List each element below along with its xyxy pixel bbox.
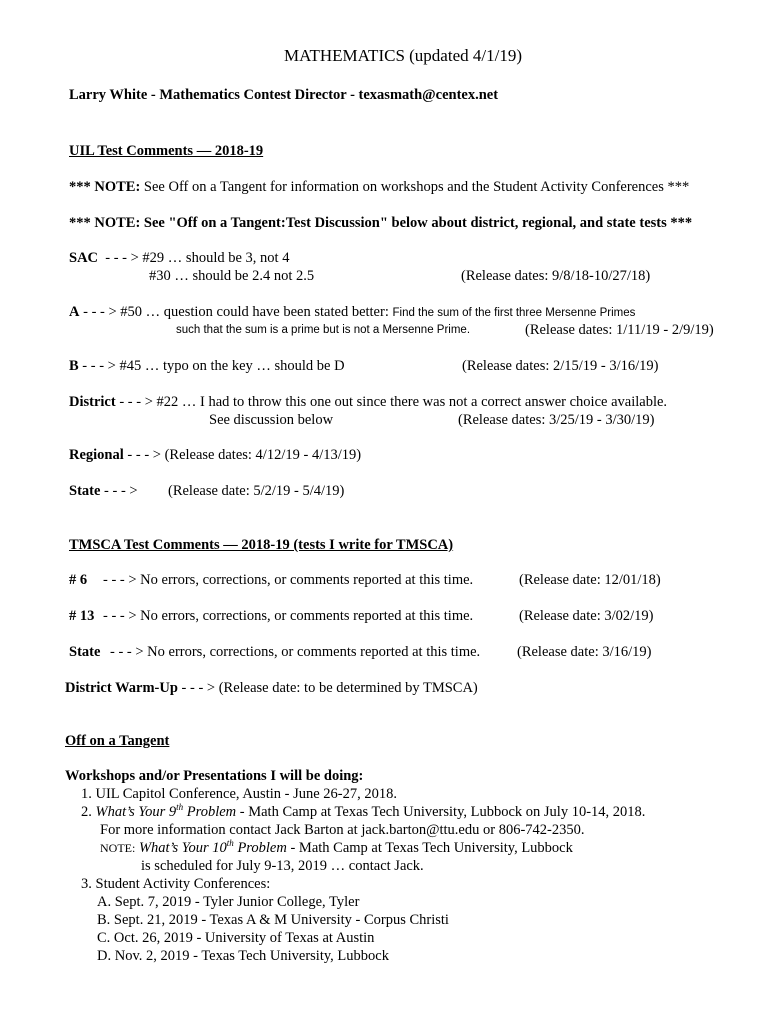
note-label: *** NOTE:: [69, 179, 141, 195]
uil-heading: UIL Test Comments — 2018-19: [69, 143, 264, 159]
tmsca-row-release: (Release date: 3/16/19): [517, 644, 652, 660]
regional-line-1: - - - > (Release dates: 4/12/19 - 4/13/19): [127, 447, 362, 463]
tmsca-row-text: - - - > No errors, corrections, or comments reported at this time.: [110, 644, 481, 660]
b-label: B: [69, 358, 79, 374]
warmup-label: District Warm-Up: [65, 680, 178, 696]
district-release: (Release dates: 3/25/19 - 3/30/19): [458, 412, 655, 428]
director-line: [69, 86, 498, 104]
a-line-2-question: such that the sum is a prime but is not a Mersenne Prime.: [176, 324, 471, 336]
tmsca-row-label: # 6: [69, 572, 88, 588]
tmsca-row-text: - - - > No errors, corrections, or comments reported at this time.: [103, 572, 474, 588]
tangent-heading: Off on a Tangent: [65, 733, 170, 749]
conference-item: A. Sept. 7, 2019 - Tyler Junior College, Tyler: [97, 894, 360, 910]
sac-release: (Release dates: 9/8/18-10/27/18): [461, 268, 651, 284]
state-row: [69, 482, 138, 500]
camp-details: - Math Camp at Texas Tech University, Lubbock on July 10-14, 2018.: [236, 804, 646, 820]
sac-line-1: - - - > #29 … should be 3, not 4: [105, 250, 290, 266]
tmsca-row-label: State: [69, 644, 101, 660]
a-label: A: [69, 304, 80, 320]
tmsca-heading: TMSCA Test Comments — 2018-19 (tests I write for TMSCA): [69, 537, 454, 553]
conference-item: B. Sept. 21, 2019 - Texas A & M University - Corpus Christi: [97, 912, 449, 928]
district-line-1: - - - > #22 … I had to throw this one out since there was not a correct answer choice available.: [119, 394, 668, 410]
tmsca-row-release: (Release date: 3/02/19): [519, 608, 654, 624]
uil-note-2: *** NOTE: See "Off on a Tangent:Test Discussion" below about district, regional, and state tests ***: [69, 215, 693, 231]
tmsca-row-label: # 13: [69, 608, 95, 624]
regional-label: Regional: [69, 447, 124, 463]
district-row: [69, 393, 667, 411]
district-label: District: [69, 394, 116, 410]
state-release: (Release date: 5/2/19 - 5/4/19): [168, 483, 345, 499]
workshop-item-2-contact: For more information contact Jack Barton at jack.barton@ttu.edu or 806-742-2350.: [100, 822, 585, 838]
workshop-item-3: 3. Student Activity Conferences:: [81, 876, 271, 892]
b-release: (Release dates: 2/15/19 - 3/16/19): [462, 358, 659, 374]
state-arrow: - - - >: [104, 483, 138, 499]
warmup-text: - - - > (Release date: to be determined by TMSCA): [181, 680, 478, 696]
sac-label: SAC: [69, 250, 99, 266]
tmsca-row-text: - - - > No errors, corrections, or comments reported at this time.: [103, 608, 474, 624]
uil-note-1: [69, 178, 689, 196]
district-warmup-row: [65, 679, 478, 697]
conference-item: C. Oct. 26, 2019 - University of Texas at Austin: [97, 930, 375, 946]
director-name: Larry White - Mathematics Contest Director -: [69, 87, 355, 103]
sac-row: [69, 249, 289, 267]
note-text: See Off on a Tangent for information on workshops and the Student Activity Conferences ***: [140, 179, 690, 195]
note-details: - Math Camp at Texas Tech University, Lubbock: [286, 840, 573, 856]
a-row: [69, 303, 635, 322]
item-number: 2.: [81, 804, 92, 820]
note-camp-title: What’s Your 10th Problem: [135, 838, 287, 856]
conference-item: D. Nov. 2, 2019 - Texas Tech University, Lubbock: [97, 948, 389, 964]
b-row: [69, 357, 345, 375]
a-line-1-question: Find the sum of the first three Mersenne Primes: [392, 307, 636, 319]
sac-line-2: #30 … should be 2.4 not 2.5: [149, 268, 315, 284]
workshop-note: [100, 839, 573, 857]
note-label: NOTE:: [100, 841, 136, 855]
director-email[interactable]: texasmath@centex.net: [358, 87, 499, 103]
workshops-heading: Workshops and/or Presentations I will be doing:: [65, 768, 364, 784]
a-release: (Release dates: 1/11/19 - 2/9/19): [525, 322, 714, 338]
workshop-item-2: [81, 803, 645, 821]
b-line-1: - - - > #45 … typo on the key … should be D: [82, 358, 345, 374]
state-label: State: [69, 483, 101, 499]
workshop-item-1: 1. UIL Capitol Conference, Austin - June 26-27, 2018.: [81, 786, 397, 802]
tmsca-row-release: (Release date: 12/01/18): [519, 572, 661, 588]
regional-row: [69, 446, 361, 464]
camp-title: What’s Your 9th Problem: [95, 802, 237, 820]
a-line-1: - - - > #50 … question could have been stated better:: [83, 304, 389, 320]
workshop-note-line-2: is scheduled for July 9-13, 2019 … contact Jack.: [141, 858, 424, 874]
page-title: MATHEMATICS (updated 4/1/19): [284, 46, 522, 65]
district-line-2: See discussion below: [209, 412, 334, 428]
